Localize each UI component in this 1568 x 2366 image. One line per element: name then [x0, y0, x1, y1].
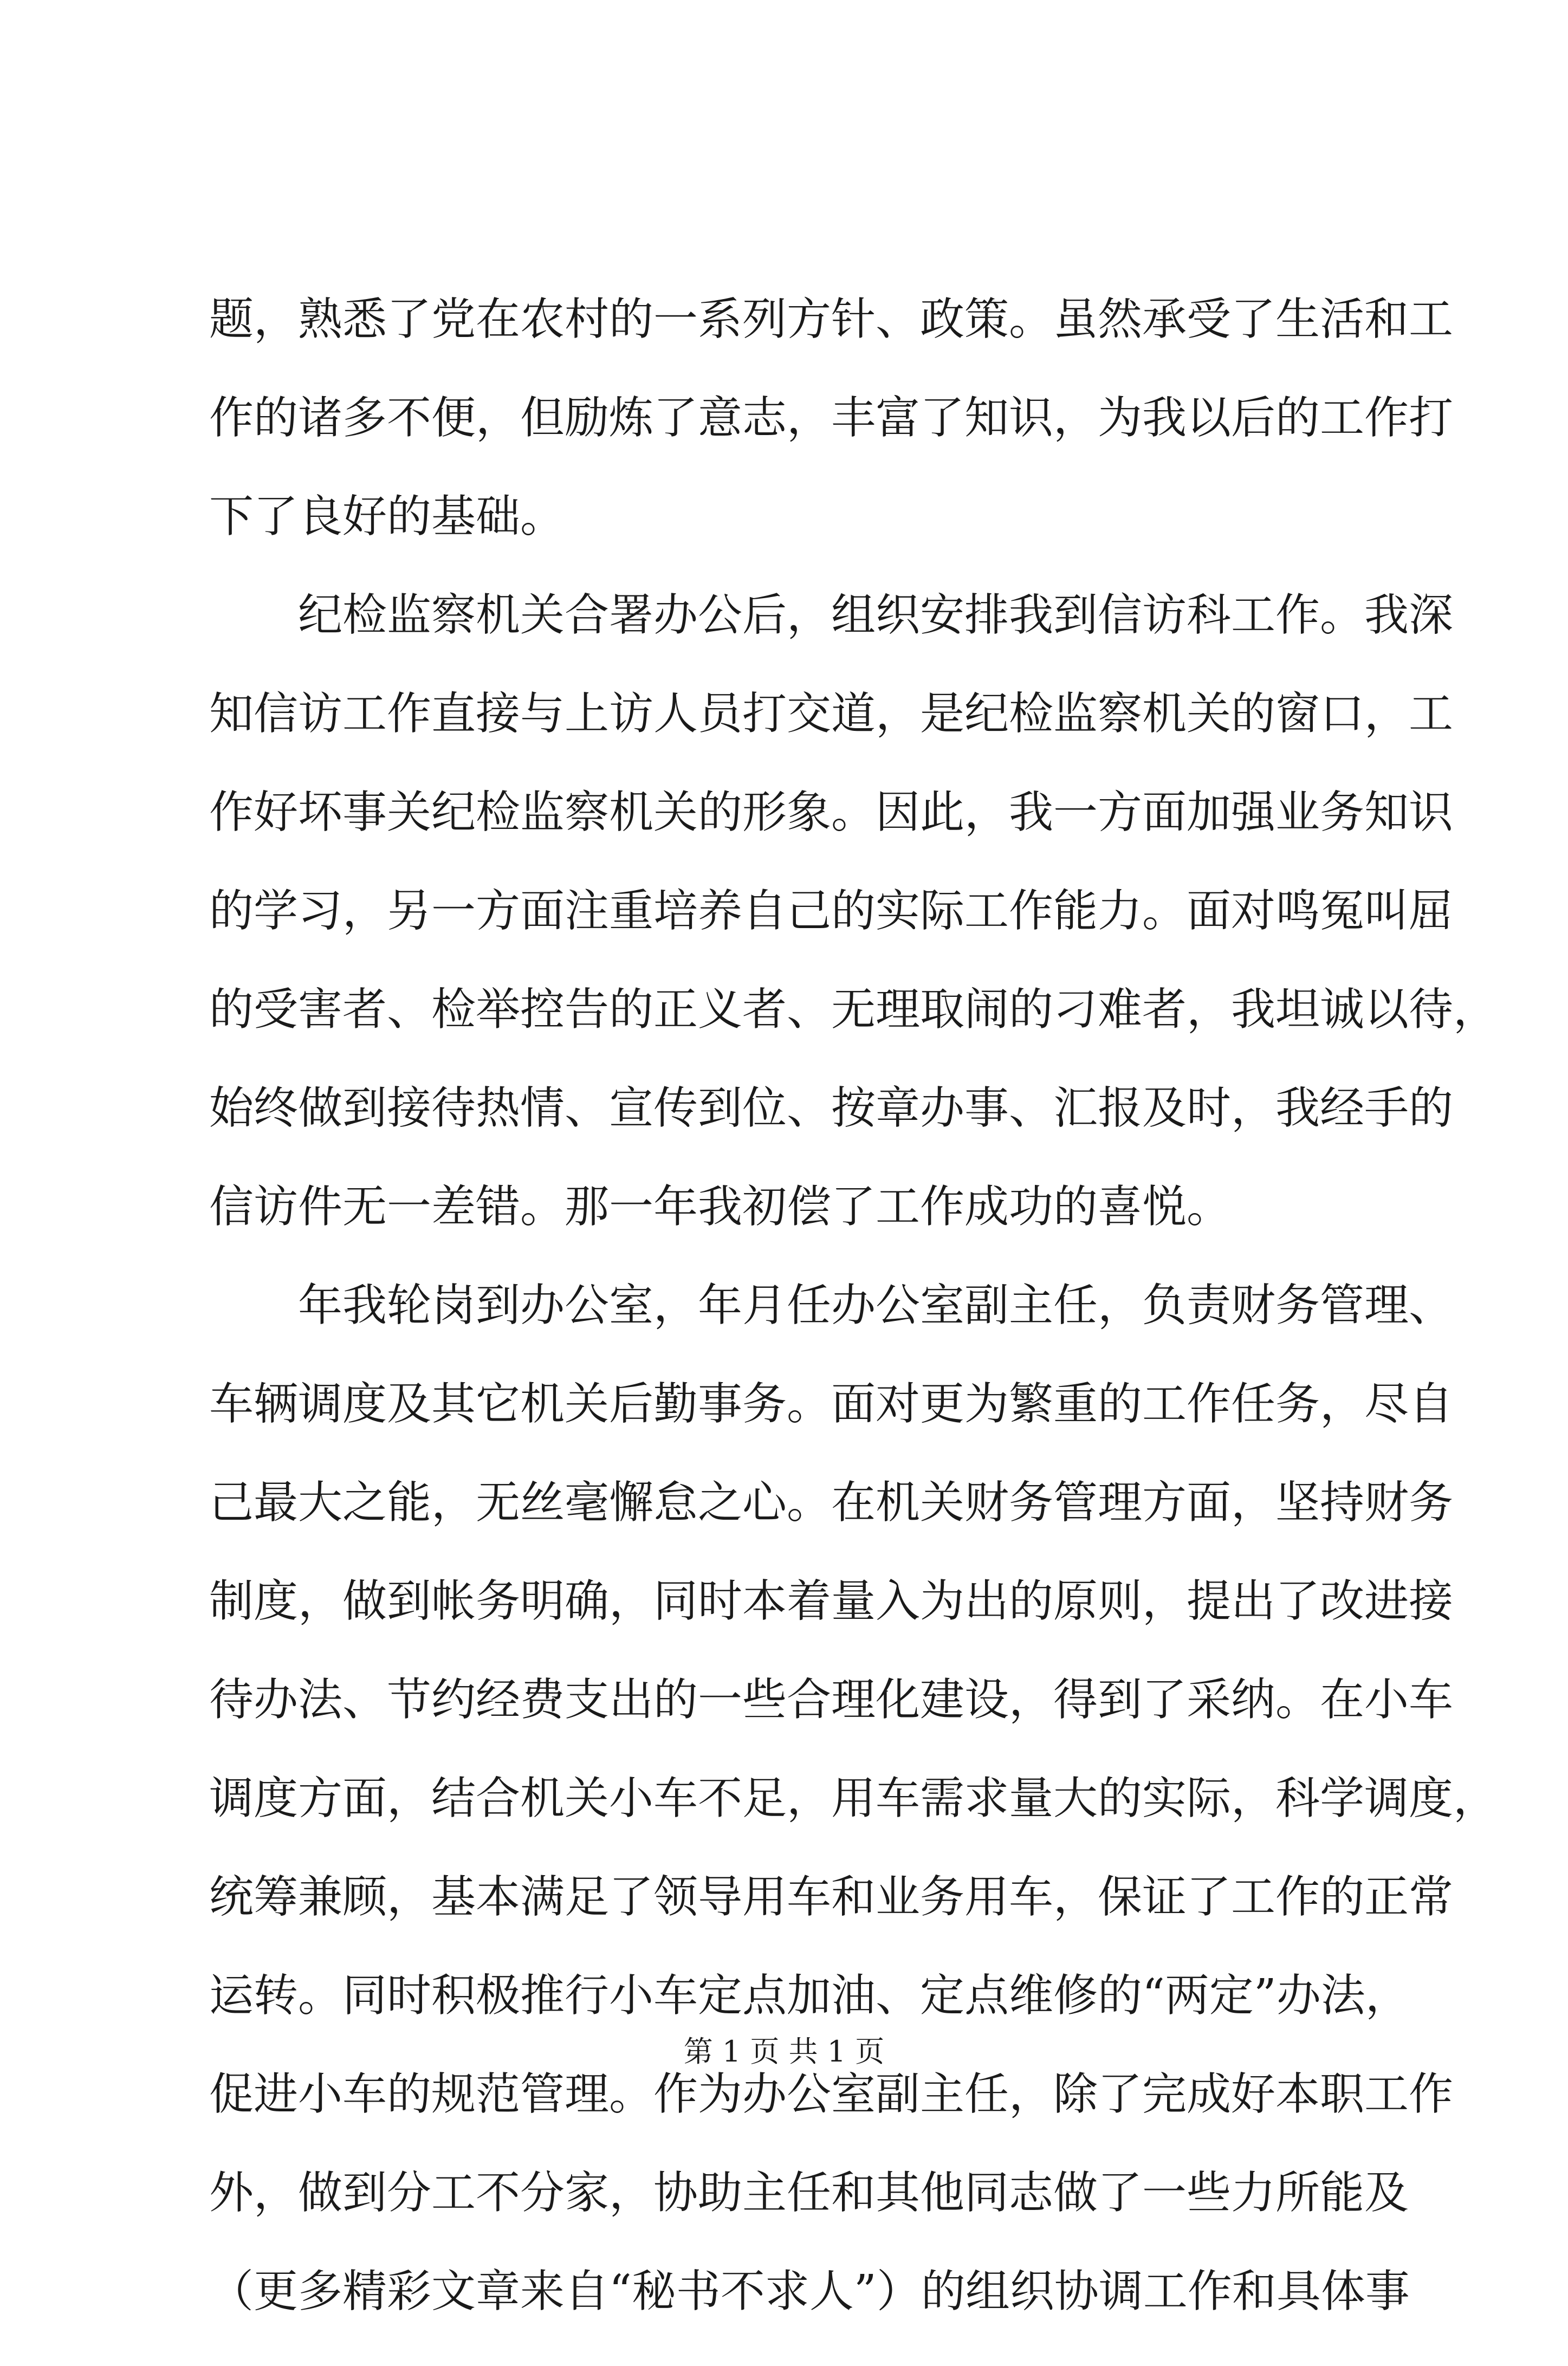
paragraph-2-line-1: 纪检监察机关合署办公后，组织安排我到信访科工作。我深: [298, 589, 1454, 641]
paragraph-2-line-3: 作好坏事关纪检监察机关的形象。因此，我一方面加强业务知识: [209, 787, 1454, 838]
paragraph-2-line-5: 的受害者、检举控告的正义者、无理取闹的刁难者，我坦诚以待，: [209, 984, 1498, 1035]
paragraph-3-line-7: 统筹兼顾，基本满足了领导用车和业务用车，保证了工作的正常: [209, 1871, 1454, 1923]
paragraph-3-line-6: 调度方面，结合机关小车不足，用车需求量大的实际，科学调度，: [209, 1773, 1498, 1824]
paragraph-3-line-1: 年我轮岗到办公室，年月任办公室副主任，负责财务管理、: [298, 1280, 1454, 1331]
paragraph-2-line-7: 信访件无一差错。那一年我初偿了工作成功的喜悦。: [209, 1181, 1232, 1233]
paragraph-3-line-9: 促进小车的规范管理。作为办公室副主任，除了完成好本职工作: [209, 2069, 1454, 2120]
paragraph-3-line-11: （更多精彩文章来自“秘书不求人”）的组织协调工作和具体事: [209, 2266, 1410, 2317]
paragraph-3-line-8: 运转。同时积极推行小车定点加油、定点维修的“两定”办法，: [209, 1970, 1410, 2021]
paragraph-2-line-4: 的学习，另一方面注重培养自己的实际工作能力。面对鸣冤叫屈: [209, 885, 1454, 937]
page-number-footer: 第 1 页 共 1 页: [683, 2034, 885, 2069]
paragraph-2-line-2: 知信访工作直接与上访人员打交道，是纪检监察机关的窗口，工: [209, 688, 1454, 740]
paragraph-3-line-3: 己最大之能，无丝毫懈怠之心。在机关财务管理方面，坚持财务: [209, 1477, 1454, 1528]
paragraph-3-line-5: 待办法、节约经费支出的一些合理化建设，得到了采纳。在小车: [209, 1674, 1454, 1726]
paragraph-3-line-10: 外，做到分工不分家，协助主任和其他同志做了一些力所能及: [209, 2167, 1409, 2219]
paragraph-1-line-1: 题，熟悉了党在农村的一系列方针、政策。虽然承受了生活和工: [209, 294, 1454, 345]
paragraph-1-line-3: 下了良好的基础。: [209, 491, 565, 542]
paragraph-3-line-2: 车辆调度及其它机关后勤事务。面对更为繁重的工作任务，尽自: [209, 1378, 1454, 1430]
paragraph-3-line-4: 制度，做到帐务明确，同时本着量入为出的原则，提出了改进接: [209, 1576, 1454, 1627]
paragraph-1-line-2: 作的诸多不便，但励炼了意志，丰富了知识，为我以后的工作打: [209, 392, 1454, 444]
paragraph-2-line-6: 始终做到接待热情、宣传到位、按章办事、汇报及时，我经手的: [209, 1082, 1454, 1134]
